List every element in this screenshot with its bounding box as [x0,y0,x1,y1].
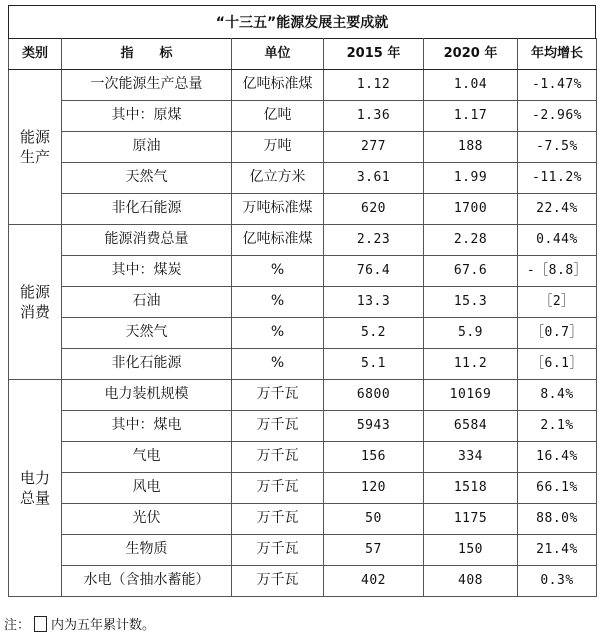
unit-cell: % [232,349,324,380]
value-2015-cell: 2.23 [324,225,424,256]
category-label-line: 总量 [19,489,50,507]
indicator-cell: 其中：原煤 [62,101,232,132]
growth-cell: ［0.7］ [518,318,597,349]
header-unit: 单位 [232,39,324,70]
growth-cell: 66.1% [518,473,597,504]
growth-cell: 21.4% [518,535,597,566]
value-2015-cell: 5.2 [324,318,424,349]
value-2020-cell: 6584 [424,411,518,442]
category-cell [9,225,62,380]
value-2015-cell: 6800 [324,380,424,411]
value-2020-cell: 10169 [424,380,518,411]
value-2015-cell: 50 [324,504,424,535]
value-2015-cell: 277 [324,132,424,163]
table-body [9,70,597,597]
table-row [9,163,597,194]
value-2015-cell: 620 [324,194,424,225]
table-row [9,70,597,101]
table-row [9,287,597,318]
data-table-container [8,5,596,597]
value-2015-cell: 57 [324,535,424,566]
indicator-cell: 电力装机规模 [62,380,232,411]
unit-cell: 万千瓦 [232,442,324,473]
table-title: “十三五”能源发展主要成就 [8,5,596,38]
header-2020: 2020 年 [424,39,518,70]
indicator-cell: 光伏 [62,504,232,535]
growth-cell: -11.2% [518,163,597,194]
growth-cell: 22.4% [518,194,597,225]
growth-cell: 0.44% [518,225,597,256]
category-label-line: 消费 [19,303,50,321]
footnote-prefix: 注： [4,618,31,633]
indicator-cell: 非化石能源 [62,349,232,380]
value-2020-cell: 1518 [424,473,518,504]
table-row [9,225,597,256]
value-2020-cell: 408 [424,566,518,597]
table-row [9,535,597,566]
growth-cell: -7.5% [518,132,597,163]
unit-cell: 亿吨 [232,101,324,132]
header-category: 类别 [9,39,62,70]
indicator-cell: 其中：煤电 [62,411,232,442]
table-row [9,504,597,535]
table-row [9,256,597,287]
category-label-line: 电力 [19,468,50,487]
indicator-cell: 石油 [62,287,232,318]
value-2015-cell: 13.3 [324,287,424,318]
growth-cell: -2.96% [518,101,597,132]
table-row [9,132,597,163]
value-2020-cell: 188 [424,132,518,163]
header-2015: 2015 年 [324,39,424,70]
footnote [4,614,155,633]
table-row [9,318,597,349]
category-cell [9,380,62,597]
table-row [9,101,597,132]
value-2015-cell: 120 [324,473,424,504]
value-2015-cell: 5943 [324,411,424,442]
category-label-line: 能源 [19,127,50,146]
table-row [9,442,597,473]
growth-cell: -［8.8］ [518,256,597,287]
unit-cell: % [232,256,324,287]
unit-cell: 亿吨标准煤 [232,70,324,101]
value-2015-cell: 3.61 [324,163,424,194]
unit-cell: 万吨标准煤 [232,194,324,225]
table-row [9,411,597,442]
indicator-cell: 生物质 [62,535,232,566]
indicator-cell: 气电 [62,442,232,473]
indicator-cell: 原油 [62,132,232,163]
growth-cell: ［2］ [518,287,597,318]
growth-cell: 88.0% [518,504,597,535]
unit-cell: % [232,287,324,318]
unit-cell: 万千瓦 [232,566,324,597]
value-2020-cell: 67.6 [424,256,518,287]
indicator-cell: 非化石能源 [62,194,232,225]
value-2020-cell: 1700 [424,194,518,225]
indicator-cell: 其中：煤炭 [62,256,232,287]
unit-cell: 万千瓦 [232,473,324,504]
indicator-cell: 一次能源生产总量 [62,70,232,101]
value-2015-cell: 402 [324,566,424,597]
indicator-cell: 风电 [62,473,232,504]
table-row [9,380,597,411]
unit-cell: 万千瓦 [232,535,324,566]
value-2015-cell: 1.12 [324,70,424,101]
unit-cell: 万千瓦 [232,504,324,535]
indicator-cell: 天然气 [62,318,232,349]
unit-cell: 万千瓦 [232,411,324,442]
footnote-text: 内为五年累计数。 [51,618,156,633]
header-growth: 年均增长 [518,39,597,70]
value-2015-cell: 5.1 [324,349,424,380]
value-2020-cell: 1175 [424,504,518,535]
value-2020-cell: 1.17 [424,101,518,132]
growth-cell: -1.47% [518,70,597,101]
table-row [9,566,597,597]
bracket-symbol [34,616,47,632]
value-2015-cell: 76.4 [324,256,424,287]
indicator-cell: 能源消费总量 [62,225,232,256]
value-2015-cell: 156 [324,442,424,473]
value-2020-cell: 150 [424,535,518,566]
growth-cell: 8.4% [518,380,597,411]
value-2020-cell: 11.2 [424,349,518,380]
category-label-line: 能源 [19,282,50,301]
growth-cell: 0.3% [518,566,597,597]
table-row [9,473,597,504]
category-label-line: 生产 [19,148,50,166]
unit-cell: 亿立方米 [232,163,324,194]
category-cell [9,70,62,225]
value-2015-cell: 1.36 [324,101,424,132]
unit-cell: % [232,318,324,349]
value-2020-cell: 15.3 [424,287,518,318]
unit-cell: 万千瓦 [232,380,324,411]
header-row [9,39,597,70]
value-2020-cell: 5.9 [424,318,518,349]
table-row [9,194,597,225]
growth-cell: ［6.1］ [518,349,597,380]
header-indicator: 指 标 [62,39,232,70]
value-2020-cell: 1.99 [424,163,518,194]
value-2020-cell: 2.28 [424,225,518,256]
growth-cell: 2.1% [518,411,597,442]
unit-cell: 亿吨标准煤 [232,225,324,256]
value-2020-cell: 334 [424,442,518,473]
value-2020-cell: 1.04 [424,70,518,101]
energy-achievements-table [8,38,597,597]
indicator-cell: 水电（含抽水蓄能） [62,566,232,597]
unit-cell: 万吨 [232,132,324,163]
table-row [9,349,597,380]
indicator-cell: 天然气 [62,163,232,194]
growth-cell: 16.4% [518,442,597,473]
